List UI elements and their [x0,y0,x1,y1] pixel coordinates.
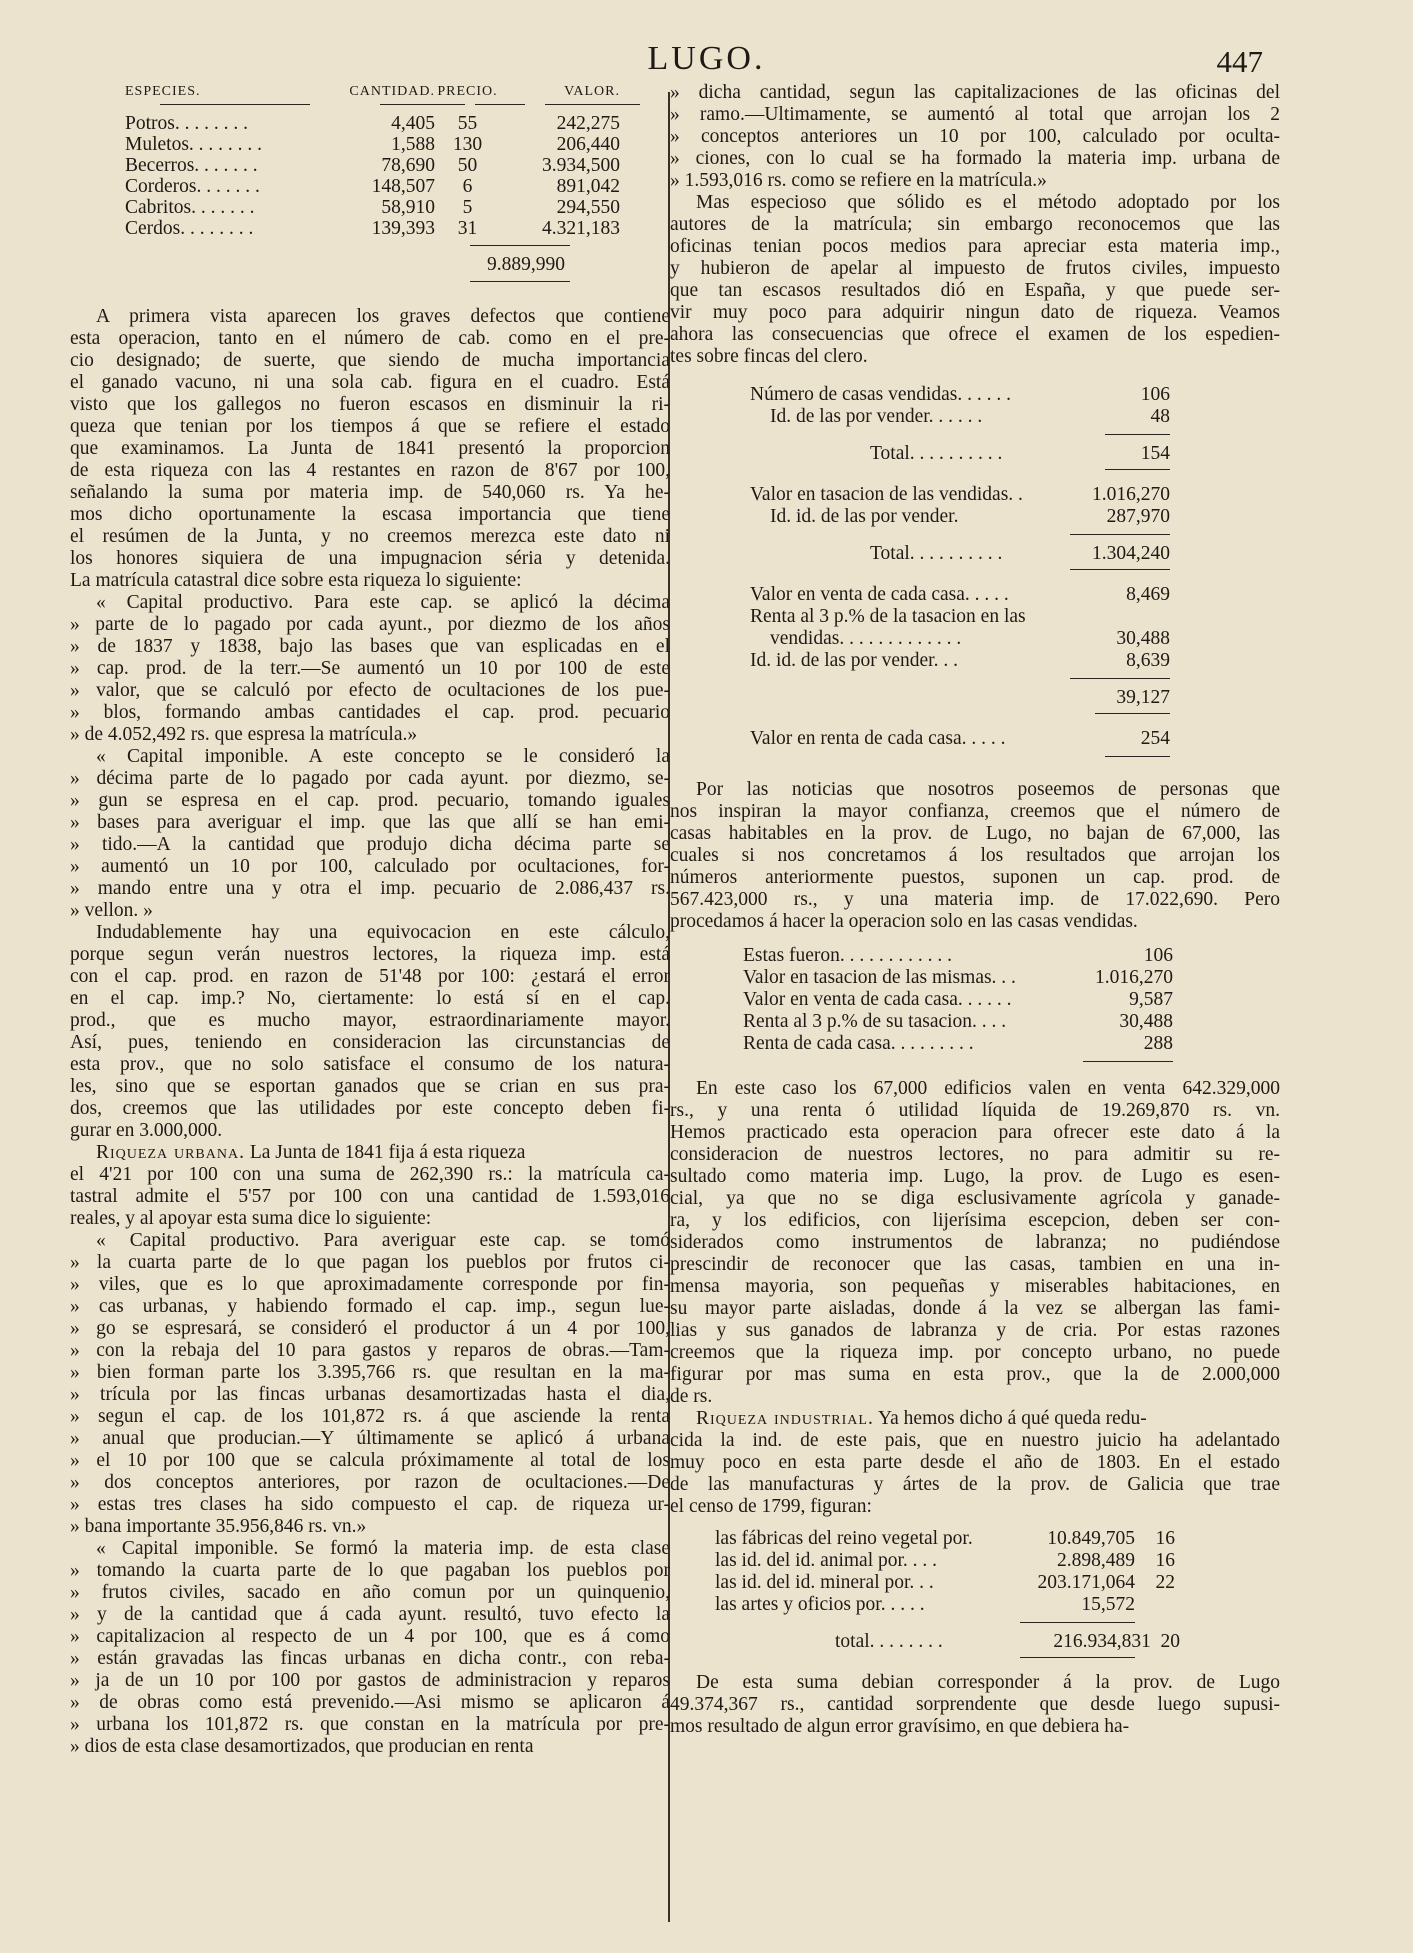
text-line: En este caso los 67,000 edificios valen en venta 642.329,000 [696,1078,1280,1099]
text-line: los honores siquiera de una impugnacion séria y detenida. [70,548,670,569]
text-line: oficinas tenian pocos medios para apreciar esta materia imp., [670,236,1280,257]
text-line: creemos que la riqueza imp. por concepto urbano, no puede [670,1342,1280,1363]
text-line: el censo de 1799, figuran: [670,1496,872,1517]
text-line: de las manufacturas y ártes de la prov. de Galicia que trae [670,1474,1280,1495]
table-row: Estas fueron. . . . . . . . . . . . 106 [743,945,1173,966]
text-line: cida la ind. de este pais, que en nuestro juicio ha adelantado [670,1430,1280,1451]
text-line: muy poco en esta parte desde el año de 1803. En el estado [670,1452,1280,1473]
table-row: Total. . . . . . . . . . 1.304,240 [870,543,1170,564]
text-line: de esta riqueza con las 4 restantes en razon de 8'67 por 100, [70,460,670,481]
text-line: « Capital productivo. Para este cap. se aplicó la décima [96,592,670,613]
text-line: » de obras como está prevenido.—Asi mismo se aplicaron á [70,1692,670,1713]
table-row: Corderos. . . . . . . 148,507 6 891,042 [125,176,620,197]
table-row: Renta al 3 p.% de la tasacion en las [750,606,1026,627]
table-row: Renta de cada casa. . . . . . . . . 288 [743,1033,1173,1054]
table-row: Valor en venta de cada casa. . . . . 8,469 [750,584,1170,605]
text-line: » ramo.—Ultimamente, se aumentó al total que arrojan los 2 [670,104,1280,125]
text-line: con el cap. prod. en razon de 51'48 por 100: ¿estará el error [70,966,670,987]
text-line: mensa mayoria, son pequeñas y miserables habitaciones, en [670,1276,1280,1297]
text-line: » dos conceptos anteriores, por razon de ocultaciones.—De [70,1472,670,1493]
text-line: el ganado vacuno, ni una sola cab. figura en el cuadro. Está [70,372,670,393]
table-row: Total. . . . . . . . . . 154 [870,443,1170,464]
text-line: cial, ya que no se diga esclusivamente agrícola y ganade- [670,1188,1280,1209]
text-line: » urbana los 101,872 rs. que constan en la matrícula por pre- [70,1714,670,1735]
text-line: » están gravadas las fincas urbanas en dicha contr., con reba- [70,1648,670,1669]
text-line: siderados como instrumentos de labranza; no pudiéndose [670,1232,1280,1253]
text-line: números anteriormente puestos, suponen un cap. prod. de [670,867,1280,888]
text-line: mos dicho oportunamente la escasa importancia que tiene [70,504,670,525]
text-line: » cas urbanas, y habiendo formado el cap. imp., segun lue- [70,1296,670,1317]
sold-houses-table [743,945,1173,1062]
text-line: La matrícula catastral dice sobre esta riqueza lo siguiente: [70,570,522,591]
paragraph-metodo [670,192,1280,368]
text-line: » blos, formando ambas cantidades el cap. prod. pecuario [70,702,670,723]
text-line: dos, creemos que las utilidades por este concepto deben fi- [70,1098,670,1119]
text-line: » gun se espresa en el cap. prod. pecuario, tomando iguales [70,790,670,811]
text-line: » 1.593,016 rs. como se refiere en la matrícula.» [670,170,1047,191]
table-row: Id. id. de las por vender. . . 8,639 [750,650,1170,671]
paragraph-riqueza-industrial: Riqueza industrial. Ya hemos dicho á qué queda redu- cida la ind. de este pais, que en nuestro juicio ha adelantado muy poco en esta parte desde el año de 1803. En el estado de las manufacturas y ártes de la prov. de Galicia que trae el censo de 1799, figuran: [670,1408,1280,1517]
rent-total: 39,127 [1116,687,1170,708]
text-line: » trícula por las fincas urbanas desamortizadas hasta el dia, [70,1384,670,1405]
table-row: Valor en tasacion de las vendidas. . 1.016,270 [750,484,1170,505]
header-quantity: CANTIDAD. [349,84,435,99]
header-price: PRECIO. [437,84,498,99]
text-line: » tido.—A la cantidad que produjo dicha décima parte se [70,834,670,855]
header-species: ESPECIES. [125,84,201,99]
text-line: señalando la suma por materia imp. de 540,060 rs. Ya he- [70,482,670,503]
right-column [670,82,1280,1738]
text-line: y hubieron de apelar al impuesto de frutos civiles, impuesto [670,258,1280,279]
text-line: Así, pues, teniendo en consideracion las circunstancias de [70,1032,670,1053]
paragraph-first-glance [70,306,670,592]
text-line: de rs. [670,1386,713,1407]
text-line: ahora las consecuencias que ofrece el examen de los espedien- [670,324,1280,345]
text-line: » capitalizacion al respecto de un 4 por 100, que es á como [70,1626,670,1647]
text-line: » tomando la cuarta parte de lo que pagaban los pueblos por [70,1560,670,1581]
text-line: les, sino que se esportan ganados que se crian en sus pra- [70,1076,670,1097]
paragraph-equivocacion [70,922,670,1142]
text-line: « Capital productivo. Para averiguar este cap. se tomó [96,1230,670,1251]
text-line: vir muy poco para adquirir ningun dato de riqueza. Veamos [670,302,1280,323]
text-line: » vellon. » [70,900,153,921]
paragraph-edificios [670,1078,1280,1408]
paragraph-suma [670,1672,1280,1738]
text-line: » y de la cantidad que á cada ayunt. resultó, tuvo efecto la [70,1604,670,1625]
running-title: LUGO. [647,40,766,77]
text-line: » de 4.052,492 rs. que espresa la matrícula.» [70,724,418,745]
text-line: » conceptos anteriores un 10 por 100, calculado por oculta- [670,126,1280,147]
quote-capital-productivo-urbano [70,1230,670,1538]
text-line: autores de la matrícula; sin embargo reconocemos que las [670,214,1280,235]
text-line: » frutos civiles, sacado en año comun por un quinquenio, [70,1582,670,1603]
industry-table [715,1528,1180,1658]
text-line: ra, y los edificios, con lijerísima escepcion, deben ser con- [670,1210,1280,1231]
text-line: » anual que producian.—Y últimamente se aplicó á urbana [70,1428,670,1449]
left-column [70,82,670,1758]
table-row: Muletos. . . . . . . . 1,588 130 206,440 [125,134,620,155]
table-row: Número de casas vendidas. . . . . . 106 [750,384,1170,405]
text-line: rs., y una renta ó utilidad líquida de 19.269,870 rs. vn. [670,1100,1280,1121]
paragraph-riqueza-urbana: Riqueza urbana. La Junta de 1841 fija á esta riqueza el 4'21 por 100 con una suma de 262,390 rs.: la matrícula ca- tastral admite el 5'57 por 100 con una cantidad de 1.593,016 reales, y al apoyar esta suma dice lo siguiente: [70,1142,670,1229]
table-row: las fábricas del reino vegetal por. 10.849,705 16 [715,1528,1175,1549]
paragraph-noticias [670,779,1280,933]
text-line: » parte de lo pagado por cada ayunt., por diezmo de los años [70,614,670,635]
livestock-total: 9.889,990 [487,254,565,275]
industry-total-row: total. . . . . . . . 216.934,831 20 [835,1631,1180,1652]
text-line: que tan escasos resultados dió en España, y que puede ser- [670,280,1280,301]
text-line: » bases para averiguar el imp. que las que allí se han emi- [70,812,670,833]
text-line: cuales si nos concretamos á los resultados que arrojan los [670,845,1280,866]
table-row [750,687,1170,709]
text-line: visto que los gallegos no fueron escasos en disminuir la ri- [70,394,670,415]
text-line: gurar en 3.000,000. [70,1120,223,1141]
text-line: sultado como materia imp. Lugo, la prov. de Lugo es esen- [670,1166,1280,1187]
text-line: mos resultado de algun error gravísimo, en que debiera ha- [670,1716,1130,1737]
table-row: Id. de las por vender. . . . . . 48 [770,406,1170,427]
text-line: porque segun verán nuestros lectores, la riqueza imp. está [70,944,670,965]
text-line: » segun el cap. de los 101,872 rs. á que asciende la renta [70,1406,670,1427]
text-line: » viles, que es lo que aproximadamente corresponde por fin- [70,1274,670,1295]
text-line: su mayor parte aisladas, donde á la vez se albergan las fami- [670,1298,1280,1319]
text-line: » estas tres clases ha sido compuesto el cap. de riqueza ur- [70,1494,670,1515]
text-line: » go se espresará, se consideró el productor á un 4 por 100, [70,1318,670,1339]
text-line: lias y sus ganados de labranza y de cria. Por estas razones [670,1320,1280,1341]
text-line: » dios de esta clase desamortizados, que producian en renta [70,1736,534,1757]
quote-capital-imponible-pecuario [70,746,670,922]
livestock-table-header [70,84,670,100]
text-line: consideracion de nuestros lectores, no para admitir su re- [670,1144,1280,1165]
text-line: » ja de un 10 por 100 por gastos de administracion y reparos [70,1670,670,1691]
text-line: » bien forman parte los 3.395,766 rs. que resultan en la ma- [70,1362,670,1383]
table-row: Becerros. . . . . . . 78,690 50 3.934,500 [125,155,620,176]
table-row: las id. del id. animal por. . . . 2.898,489 16 [715,1550,1175,1571]
text-line: » con la rebaja del 10 para gastos y reparos de obras.—Tam- [70,1340,670,1361]
text-line: el resúmen de la Junta, y no creemos merezca este dato ni [70,526,670,547]
text-line: » mando entre una y otra el imp. pecuario de 2.086,437 rs. [70,878,670,899]
text-line: nos inspiran la mayor confianza, creemos que el número de [670,801,1280,822]
quote-capital-imponible-urbano [70,1538,670,1758]
text-line: 49.374,367 rs., cantidad sorprendente que desde luego supusi- [670,1694,1280,1715]
table-row: Valor en venta de cada casa. . . . . . 9,587 [743,989,1173,1010]
table-row: las artes y oficios por. . . . . 15,572 [715,1594,1135,1615]
text-line: » la cuarta parte de lo que pagan los pueblos por frutos ci- [70,1252,670,1273]
text-line: procedamos á hacer la operacion solo en las casas vendidas. [670,911,1138,932]
table-row: Cerdos. . . . . . . . 139,393 31 4.321,183 [125,218,620,239]
text-line: tastral admite el 5'57 por 100 con una cantidad de 1.593,016 [70,1186,670,1207]
text-line: tes sobre fincas del clero. [670,346,868,367]
text-line: esta prov., que no solo satisface el consumo de los natura- [70,1054,670,1075]
page-number: 447 [1216,44,1263,79]
text-line: « Capital imponible. Se formó la materia imp. de esta clase [96,1538,670,1559]
table-row: Valor en renta de cada casa. . . . . 254 [750,728,1170,749]
text-line: « Capital imponible. A este concepto se le consideró la [96,746,670,767]
livestock-table [70,113,670,282]
table-row: Valor en tasacion de las mismas. . . 1.016,270 [743,967,1173,988]
table-row: vendidas. . . . . . . . . . . . . 30,488 [770,628,1170,649]
text-line: que examinamos. La Junta de 1841 presentó la proporcion [70,438,670,459]
table-row: las id. del id. mineral por. . . 203.171,064 22 [715,1572,1175,1593]
section-heading-riqueza-urbana: Riqueza urbana. [96,1142,245,1163]
text-line: Indudablemente hay una equivocacion en este cálculo, [96,922,670,943]
table-row: Renta al 3 p.% de su tasacion. . . . 30,488 [743,1011,1173,1032]
text-line: prescindir de reconocer que las casas, tambien en una in- [670,1254,1280,1275]
text-line: Mas especioso que sólido es el método adoptado por los [696,192,1280,213]
text-line: » bana importante 35.956,846 rs. vn.» [70,1516,367,1537]
text-line: » de 1837 y 1838, bajo las bases que van esplicadas en el [70,636,670,657]
text-line: A primera vista aparecen los graves defectos que contiene [96,306,670,327]
header-value: VALOR. [564,84,620,99]
text-line: cio designado; de suerte, que siendo de mucha importancia [70,350,670,371]
text-line: » cap. prod. de la terr.—Se aumentó un 10 por 100 de este [70,658,670,679]
text-line: » décima parte de lo pagado por cada ayunt. por diezmo, se- [70,768,670,789]
table-row: Potros. . . . . . . . 4,405 55 242,275 [125,113,620,134]
text-line: casas habitables en la prov. de Lugo, no bajan de 67,000, las [670,823,1280,844]
text-line: » aumentó un 10 por 100, calculado por ocultaciones, for- [70,856,670,877]
section-heading-riqueza-industrial: Riqueza industrial. [696,1408,874,1429]
quote-continuation [670,82,1280,192]
text-line: » ciones, con lo cual se ha formado la materia imp. urbana de [670,148,1280,169]
text-line: el 4'21 por 100 con una suma de 262,390 rs.: la matrícula ca- [70,1164,670,1185]
text-line: Hemos practicado esta operacion para ofrecer este dato á la [670,1122,1280,1143]
text-line: De esta suma debian corresponder á la prov. de Lugo [696,1672,1280,1693]
text-line: esta operacion, tanto en el número de cab. como en el pre- [70,328,670,349]
text-line: Por las noticias que nosotros poseemos de personas que [696,779,1280,800]
text-line: queza que tenian por los tiempos á que se refiere el estado [70,416,670,437]
text-line: » el 10 por 100 que se calcula próximamente al total de los [70,1450,670,1471]
text-line: prod., que es mucho mayor, estraordinariamente mayor. [70,1010,670,1031]
text-line: » valor, que se calculó por efecto de ocultaciones de los pue- [70,680,670,701]
quote-capital-productivo-pecuario [70,592,670,746]
livestock-total-row [70,254,670,275]
table-row: Id. id. de las por vender. 287,970 [770,506,1170,527]
text-line: figurar por mas suma en esta prov., que la de 2.000,000 [670,1364,1280,1385]
text-line: » dicha cantidad, segun las capitalizaciones de las oficinas del [670,82,1280,103]
clergy-houses-table [750,384,1170,757]
text-line: 567.423,000 rs., y una materia imp. de 17.022,690. Pero [670,889,1280,910]
table-row: Cabritos. . . . . . . 58,910 5 294,550 [125,197,620,218]
text-line: reales, y al apoyar esta suma dice lo siguiente: [70,1208,432,1229]
text-line: en el cap. imp.? No, ciertamente: lo está sí en el cap. [70,988,670,1009]
